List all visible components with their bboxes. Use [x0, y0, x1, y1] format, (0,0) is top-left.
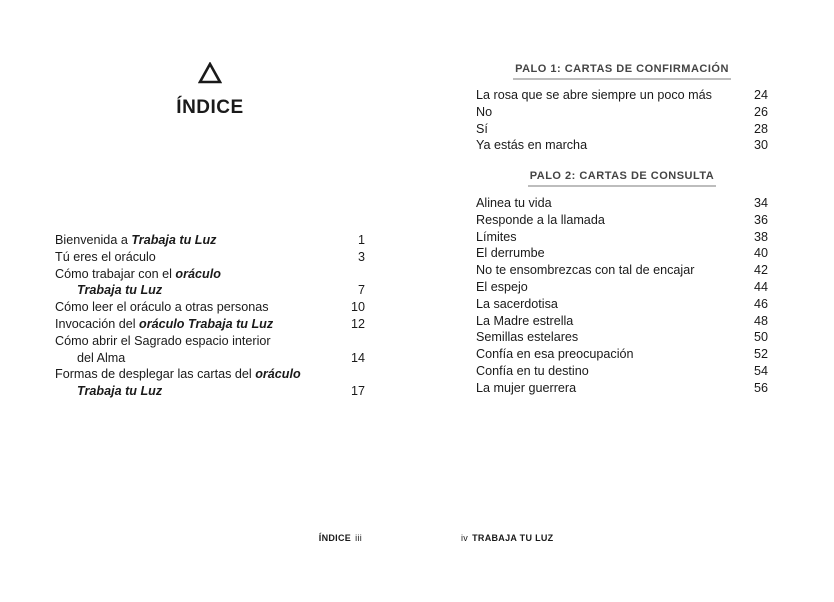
toc-entry-title: Formas de desplegar las cartas del: [55, 367, 256, 382]
toc-entry-page-number: 48: [753, 313, 768, 328]
toc-entry-page-number: 26: [753, 104, 768, 119]
toc-entry-italic-title: oráculo: [175, 266, 221, 281]
toc-entry-title: Cómo leer el oráculo a otras personas: [55, 300, 269, 315]
toc-entry: [476, 296, 768, 313]
toc-entry-page-number: 30: [753, 138, 768, 153]
toc-entry: [55, 232, 365, 249]
toc-entry-page-number: 3: [357, 249, 365, 264]
toc-entry-italic-title: Trabaja tu Luz: [77, 384, 163, 399]
toc-entry-title: Confía en tu destino: [476, 363, 589, 378]
toc-entry-title: El espejo: [476, 279, 528, 294]
toc-entry: [476, 363, 768, 380]
footer-left: [319, 533, 366, 543]
toc-entry: [55, 366, 365, 383]
toc-list-palo-1: [476, 87, 768, 154]
page-title: ÍNDICE: [176, 97, 244, 118]
toc-entry-title: La Madre estrella: [476, 313, 574, 328]
toc-entry-title: Confía en esa preocupación: [476, 347, 634, 362]
toc-entry-title: Responde a la llamada: [476, 212, 605, 227]
toc-entry: [476, 279, 768, 296]
toc-entry-title: La sacerdotisa: [476, 296, 558, 311]
toc-entry: [476, 380, 768, 397]
toc-list-palo-2: [476, 195, 768, 397]
toc-entry-page-number: 46: [753, 296, 768, 311]
toc-entry-page-number: 42: [753, 263, 768, 278]
toc-entry: [55, 316, 365, 333]
footer-label: TRABAJA TU LUZ: [472, 533, 554, 543]
toc-entry-title: Límites: [476, 229, 517, 244]
toc-entry-italic-title: Trabaja tu Luz: [131, 233, 217, 247]
toc-entry: [55, 350, 365, 367]
toc-entry: [476, 229, 768, 246]
toc-entry: [55, 383, 365, 400]
toc-entry-page-number: 54: [753, 363, 768, 378]
toc-entry: [476, 212, 768, 229]
toc-entry: [476, 245, 768, 262]
toc-entry-page-number: 28: [753, 121, 768, 136]
toc-entry: [476, 137, 768, 154]
footer-right: [457, 533, 553, 543]
toc-entry-page-number: 44: [753, 279, 768, 294]
toc-entry-title: No te ensombrezcas con tal de encajar: [476, 263, 695, 278]
toc-entry-title: El derrumbe: [476, 246, 545, 261]
toc-entry: [476, 346, 768, 363]
toc-entry-title: Tú eres el oráculo: [55, 249, 156, 264]
toc-entry-page-number: 24: [753, 88, 768, 102]
toc-entry-italic-title: oráculo: [255, 367, 301, 382]
toc-entry-title: Cómo abrir el Sagrado espacio interior: [55, 333, 271, 348]
toc-entry-title: Cómo trabajar con el: [55, 266, 176, 281]
toc-entry-title: Sí: [476, 121, 488, 136]
section-heading-palo-1: PALO 1: CARTAS DE CONFIRMACIÓN: [476, 63, 768, 80]
toc-entry-page-number: 56: [753, 380, 768, 395]
toc-entry: [476, 104, 768, 121]
footer-page-number: iv: [461, 533, 469, 543]
toc-entry: [476, 195, 768, 212]
toc-entry-title: Alinea tu vida: [476, 196, 552, 210]
footer-page-number: iii: [355, 533, 362, 543]
footer-label: ÍNDICE: [318, 533, 352, 543]
toc-entry-page-number: 34: [753, 196, 768, 210]
toc-entry: [55, 249, 365, 266]
toc-entry-page-number: 36: [753, 212, 768, 227]
toc-entry-page-number: 7: [357, 283, 365, 298]
toc-entry-page-number: 14: [350, 350, 365, 365]
toc-list-left: [55, 232, 365, 400]
toc-entry-title: No: [476, 104, 493, 119]
toc-entry-title: Bienvenida a: [55, 233, 132, 247]
toc-entry-page-number: 12: [350, 316, 365, 331]
triangle-icon: [198, 62, 222, 84]
toc-entry-page-number: 10: [350, 300, 365, 315]
toc-entry: [476, 121, 768, 138]
toc-entry-page-number: 50: [753, 330, 768, 345]
toc-entry-title: Semillas estelares: [476, 330, 579, 345]
toc-entry-page-number: 1: [357, 233, 365, 247]
section-heading-palo-2: PALO 2: CARTAS DE CONSULTA: [476, 170, 768, 187]
toc-entry: [476, 329, 768, 346]
toc-entry: [476, 87, 768, 104]
toc-entry: [476, 262, 768, 279]
toc-entry-italic-title: oráculo Trabaja tu Luz: [139, 316, 274, 331]
toc-entry-page-number: 38: [753, 229, 768, 244]
toc-entry-title: La rosa que se abre siempre un poco más: [476, 88, 712, 102]
toc-entry: [55, 299, 365, 316]
toc-entry: [55, 333, 365, 350]
toc-entry-title: del Alma: [77, 350, 126, 365]
toc-entry: [55, 282, 365, 299]
toc-entry-page-number: 40: [753, 246, 768, 261]
toc-entry-title: Ya estás en marcha: [476, 138, 588, 153]
toc-entry-italic-title: Trabaja tu Luz: [77, 283, 163, 298]
toc-entry-title: La mujer guerrera: [476, 380, 577, 395]
toc-entry-title: Invocación del: [55, 316, 140, 331]
toc-entry-page-number: 17: [350, 384, 365, 399]
toc-entry: [476, 313, 768, 330]
toc-entry: [55, 266, 365, 283]
toc-entry-page-number: 52: [753, 347, 768, 362]
